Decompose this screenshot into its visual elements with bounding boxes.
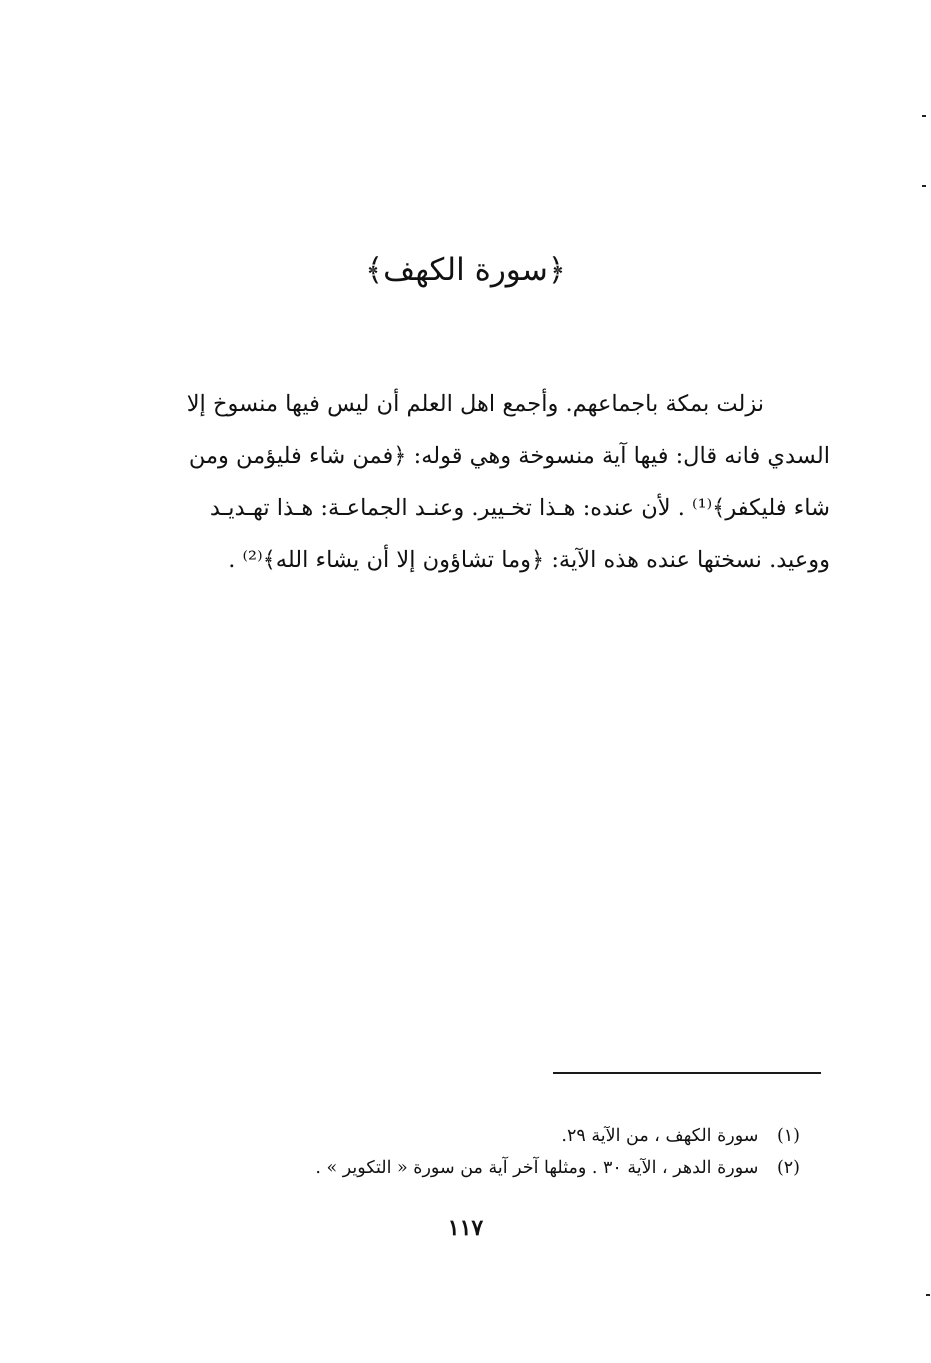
- body-paragraph: [78, 378, 830, 586]
- body-line: السدي فانه قال: فيها آية منسوخة وهي قوله: ﴿فمن شاء فليؤمن ومن: [188, 443, 830, 469]
- footnote-text: سورة الدهر ، الآية ٣٠ . ومثلها آخر آية من سورة « التكوير » .: [315, 1158, 759, 1178]
- footnote-number: (٢): [776, 1158, 800, 1178]
- footnotes: [150, 1120, 800, 1184]
- footnote-item: [150, 1152, 800, 1184]
- page-number: ١١٧: [447, 1215, 484, 1241]
- footnote-text: سورة الكهف ، من الآية ٢٩.: [561, 1126, 759, 1146]
- body-line: شاء فليكفر﴾⁽¹⁾ . لأن عنده: هـذا تخـيير. وعنـد الجماعـة: هـذا تهـديـد: [209, 495, 830, 521]
- body-line: نزلت بمكة باجماعهم. وأجمع اهل العلم أن ليس فيها منسوخ إلا: [186, 391, 764, 417]
- edge-mark: [926, 1294, 930, 1296]
- surah-title: ﴿سورة الكهف﴾: [365, 252, 566, 288]
- footnote-item: [150, 1120, 800, 1152]
- edge-mark: [922, 185, 926, 187]
- footnote-number: (١): [776, 1126, 800, 1146]
- body-line: ووعيد. نسختها عنده هذه الآية: ﴿وما تشاؤون إلا أن يشاء الله﴾⁽²⁾ .: [228, 547, 830, 573]
- edge-mark: [922, 115, 926, 117]
- footnote-separator: [553, 1072, 821, 1074]
